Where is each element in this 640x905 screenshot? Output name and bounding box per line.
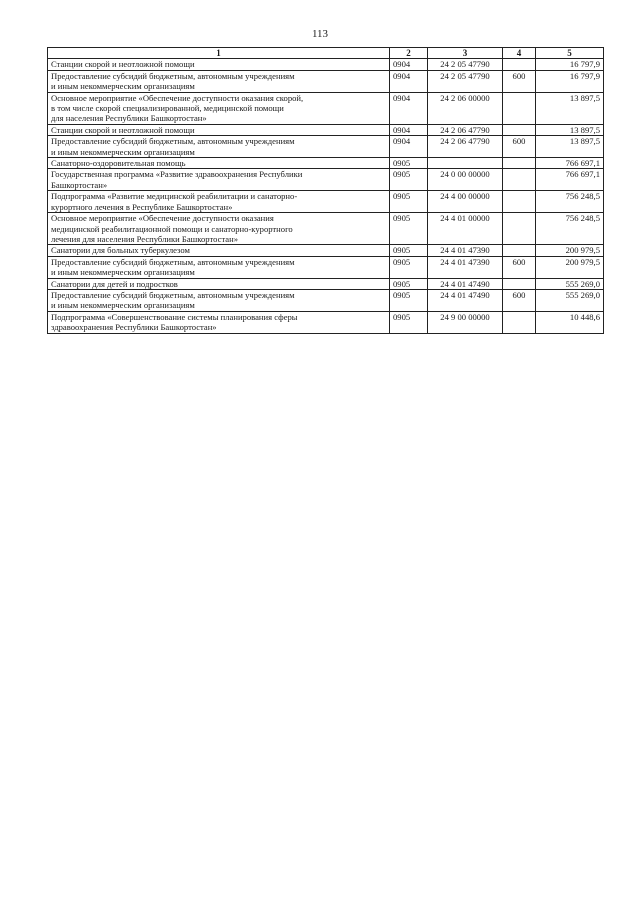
table-row xyxy=(48,169,604,191)
table-row xyxy=(48,124,604,135)
row-type-cell: 600 xyxy=(503,256,536,278)
row-name-cell: Предоставление субсидий бюджетным, автономным учреждениям и иным некоммерческим организациям xyxy=(48,70,390,92)
row-code-cell: 24 2 06 47790 xyxy=(428,124,503,135)
row-code-cell: 24 4 01 47390 xyxy=(428,245,503,256)
row-name-cell: Предоставление субсидий бюджетным, автономным учреждениям и иным некоммерческим организациям xyxy=(48,289,390,311)
row-section-cell: 0905 xyxy=(390,213,428,245)
row-section-cell: 0905 xyxy=(390,311,428,333)
row-name-cell: Санаторно-оздоровительная помощь xyxy=(48,158,390,169)
table-row xyxy=(48,245,604,256)
header-col-4: 4 xyxy=(503,48,536,59)
budget-table xyxy=(47,47,604,334)
row-name-cell: Основное мероприятие «Обеспечение доступности оказания медицинской реабилитационной помощи и санаторно-курортного лечения для населения Республики Башкортостан» xyxy=(48,213,390,245)
row-sum-cell: 756 248,5 xyxy=(536,191,604,213)
row-type-cell xyxy=(503,245,536,256)
row-name-cell: Подпрограмма «Совершенствование системы планирования сферы здравоохранения Республики Башкортостан» xyxy=(48,311,390,333)
row-code-cell: 24 4 01 47490 xyxy=(428,278,503,289)
row-sum-cell: 555 269,0 xyxy=(536,278,604,289)
row-section-cell: 0905 xyxy=(390,289,428,311)
row-type-cell xyxy=(503,59,536,70)
row-sum-cell: 13 897,5 xyxy=(536,92,604,124)
header-col-3: 3 xyxy=(428,48,503,59)
row-type-cell xyxy=(503,278,536,289)
row-sum-cell: 200 979,5 xyxy=(536,245,604,256)
page-number: 113 xyxy=(311,28,329,40)
row-section-cell: 0904 xyxy=(390,124,428,135)
row-code-cell: 24 4 01 47490 xyxy=(428,289,503,311)
row-name-cell: Основное мероприятие «Обеспечение доступности оказания скорой, в том числе скорой специализированной, медицинской помощи для населения Республики Башкортостан» xyxy=(48,92,390,124)
row-code-cell: 24 2 05 47790 xyxy=(428,70,503,92)
row-sum-cell: 555 269,0 xyxy=(536,289,604,311)
row-sum-cell: 766 697,1 xyxy=(536,158,604,169)
row-sum-cell: 13 897,5 xyxy=(536,124,604,135)
row-section-cell: 0904 xyxy=(390,136,428,158)
row-name-cell: Санатории для детей и подростков xyxy=(48,278,390,289)
row-code-cell: 24 2 06 00000 xyxy=(428,92,503,124)
table-row xyxy=(48,289,604,311)
row-code-cell: 24 2 06 47790 xyxy=(428,136,503,158)
row-sum-cell: 16 797,9 xyxy=(536,59,604,70)
row-code-cell: 24 4 00 00000 xyxy=(428,191,503,213)
row-name-cell: Станции скорой и неотложной помощи xyxy=(48,124,390,135)
row-sum-cell: 13 897,5 xyxy=(536,136,604,158)
row-type-cell xyxy=(503,311,536,333)
row-type-cell: 600 xyxy=(503,70,536,92)
row-code-cell: 24 2 05 47790 xyxy=(428,59,503,70)
row-code-cell: 24 4 01 00000 xyxy=(428,213,503,245)
row-name-cell: Государственная программа «Развитие здравоохранения Республики Башкортостан» xyxy=(48,169,390,191)
row-sum-cell: 756 248,5 xyxy=(536,213,604,245)
header-col-1: 1 xyxy=(48,48,390,59)
table-row xyxy=(48,278,604,289)
row-code-cell: 24 9 00 00000 xyxy=(428,311,503,333)
row-type-cell xyxy=(503,213,536,245)
row-section-cell: 0905 xyxy=(390,245,428,256)
table-row xyxy=(48,136,604,158)
row-type-cell xyxy=(503,191,536,213)
header-col-2: 2 xyxy=(390,48,428,59)
table-row xyxy=(48,213,604,245)
row-section-cell: 0905 xyxy=(390,191,428,213)
row-section-cell: 0904 xyxy=(390,92,428,124)
row-name-cell: Станции скорой и неотложной помощи xyxy=(48,59,390,70)
row-type-cell xyxy=(503,124,536,135)
row-type-cell xyxy=(503,169,536,191)
row-section-cell: 0904 xyxy=(390,59,428,70)
row-section-cell: 0905 xyxy=(390,158,428,169)
table-row xyxy=(48,191,604,213)
row-name-cell: Предоставление субсидий бюджетным, автономным учреждениям и иным некоммерческим организациям xyxy=(48,256,390,278)
row-name-cell: Предоставление субсидий бюджетным, автономным учреждениям и иным некоммерческим организациям xyxy=(48,136,390,158)
header-col-5: 5 xyxy=(536,48,604,59)
table-body xyxy=(48,59,604,333)
row-section-cell: 0904 xyxy=(390,70,428,92)
row-section-cell: 0905 xyxy=(390,169,428,191)
row-code-cell: 24 4 01 47390 xyxy=(428,256,503,278)
row-code-cell: 24 0 00 00000 xyxy=(428,169,503,191)
row-name-cell: Подпрограмма «Развитие медицинской реабилитации и санаторно- курортного лечения в Республике Башкортостан» xyxy=(48,191,390,213)
row-section-cell: 0905 xyxy=(390,278,428,289)
row-sum-cell: 16 797,9 xyxy=(536,70,604,92)
table-row xyxy=(48,92,604,124)
row-sum-cell: 766 697,1 xyxy=(536,169,604,191)
row-type-cell xyxy=(503,158,536,169)
row-sum-cell: 10 448,6 xyxy=(536,311,604,333)
table-header-row xyxy=(48,48,604,59)
table-row xyxy=(48,59,604,70)
row-sum-cell: 200 979,5 xyxy=(536,256,604,278)
table-row xyxy=(48,158,604,169)
table-row xyxy=(48,311,604,333)
row-type-cell xyxy=(503,92,536,124)
row-section-cell: 0905 xyxy=(390,256,428,278)
row-name-cell: Санатории для больных туберкулезом xyxy=(48,245,390,256)
table-row xyxy=(48,256,604,278)
row-code-cell xyxy=(428,158,503,169)
row-type-cell: 600 xyxy=(503,289,536,311)
row-type-cell: 600 xyxy=(503,136,536,158)
table-row xyxy=(48,70,604,92)
